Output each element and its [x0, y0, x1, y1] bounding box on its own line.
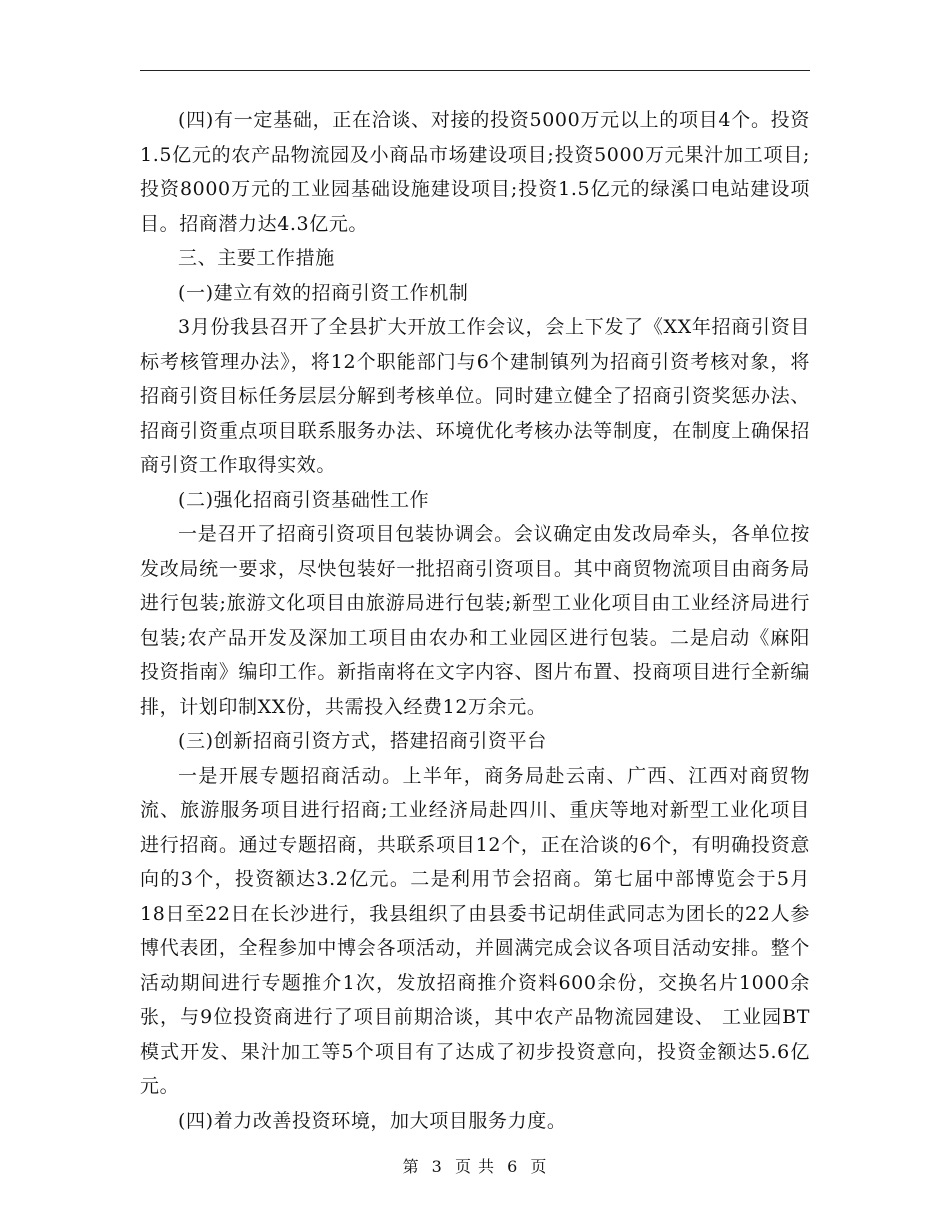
footer-prefix: 第: [402, 1157, 420, 1176]
total-pages: 6: [507, 1157, 519, 1176]
page-number: 3: [431, 1157, 443, 1176]
subsection-heading: (二)强化招商引资基础性工作: [178, 488, 430, 511]
document-body: [140, 103, 810, 1138]
page-footer: [0, 1154, 950, 1177]
subsection-heading: (一)建立有效的招商引资工作机制: [178, 281, 469, 304]
footer-suffix: 页: [530, 1157, 548, 1176]
section-heading: 三、主要工作措施: [178, 247, 335, 269]
subsection-heading: (四)着力改善投资环境，加大项目服务力度。: [178, 1109, 567, 1132]
footer-middle: 页 共: [454, 1157, 496, 1176]
header-rule: [140, 70, 810, 71]
paragraph: (四)有一定基础，正在洽谈、对接的投资5000万元以上的项目4个。投资1.5亿元的农产品物流园及小商品市场建设项目;投资5000万元果汁加工项目;投资8000万元的工业园基础设施建设项目;投资1.5亿元的绿溪口电站建设项目。招商潜力达4.3亿元。: [140, 109, 810, 235]
paragraph: 3月份我县召开了全县扩大开放工作会议，会上下发了《XX年招商引资目标考核管理办法》，将12个职能部门与6个建制镇列为招商引资考核对象，将招商引资目标任务层层分解到考核单位。同时建立健全了招商引资奖惩办法、招商引资重点项目联系服务办法、环境优化考核办法等制度，在制度上确保招商引资工作取得实效。: [140, 316, 810, 476]
paragraph: 一是召开了招商引资项目包装协调会。会议确定由发改局牵头，各单位按发改局统一要求，尽快包装好一批招商引资项目。其中商贸物流项目由商务局进行包装;旅游文化项目由旅游局进行包装;新型工业化项目由工业经济局进行包装;农产品开发及深加工项目由农办和工业园区进行包装。二是启动《麻阳投资指南》编印工作。新指南将在文字内容、图片布置、投商项目进行全新编排，计划印制XX份，共需投入经费12万余元。: [140, 523, 810, 718]
paragraph: 一是开展专题招商活动。上半年，商务局赴云南、广西、江西对商贸物流、旅游服务项目进行招商;工业经济局赴四川、重庆等地对新型工业化项目进行招商。通过专题招商，共联系项目12个，正在洽谈的6个，有明确投资意向的3个，投资额达3.2亿元。二是利用节会招商。第七届中部博览会于5月18日至22日在长沙进行，我县组织了由县委书记胡佳武同志为团长的22人参博代表团，全程参加中博会各项活动，并圆满完成会议各项目活动安排。整个活动期间进行专题推介1次，发放招商推介资料600余份，交换名片1000余张，与9位投资商进行了项目前期洽谈，其中农产品物流园建设、 工业园BT模式开发、果汁加工等5个项目有了达成了初步投资意向，投资金额达5.6亿元。: [140, 764, 810, 1097]
subsection-heading: (三)创新招商引资方式，搭建招商引资平台: [178, 730, 547, 752]
